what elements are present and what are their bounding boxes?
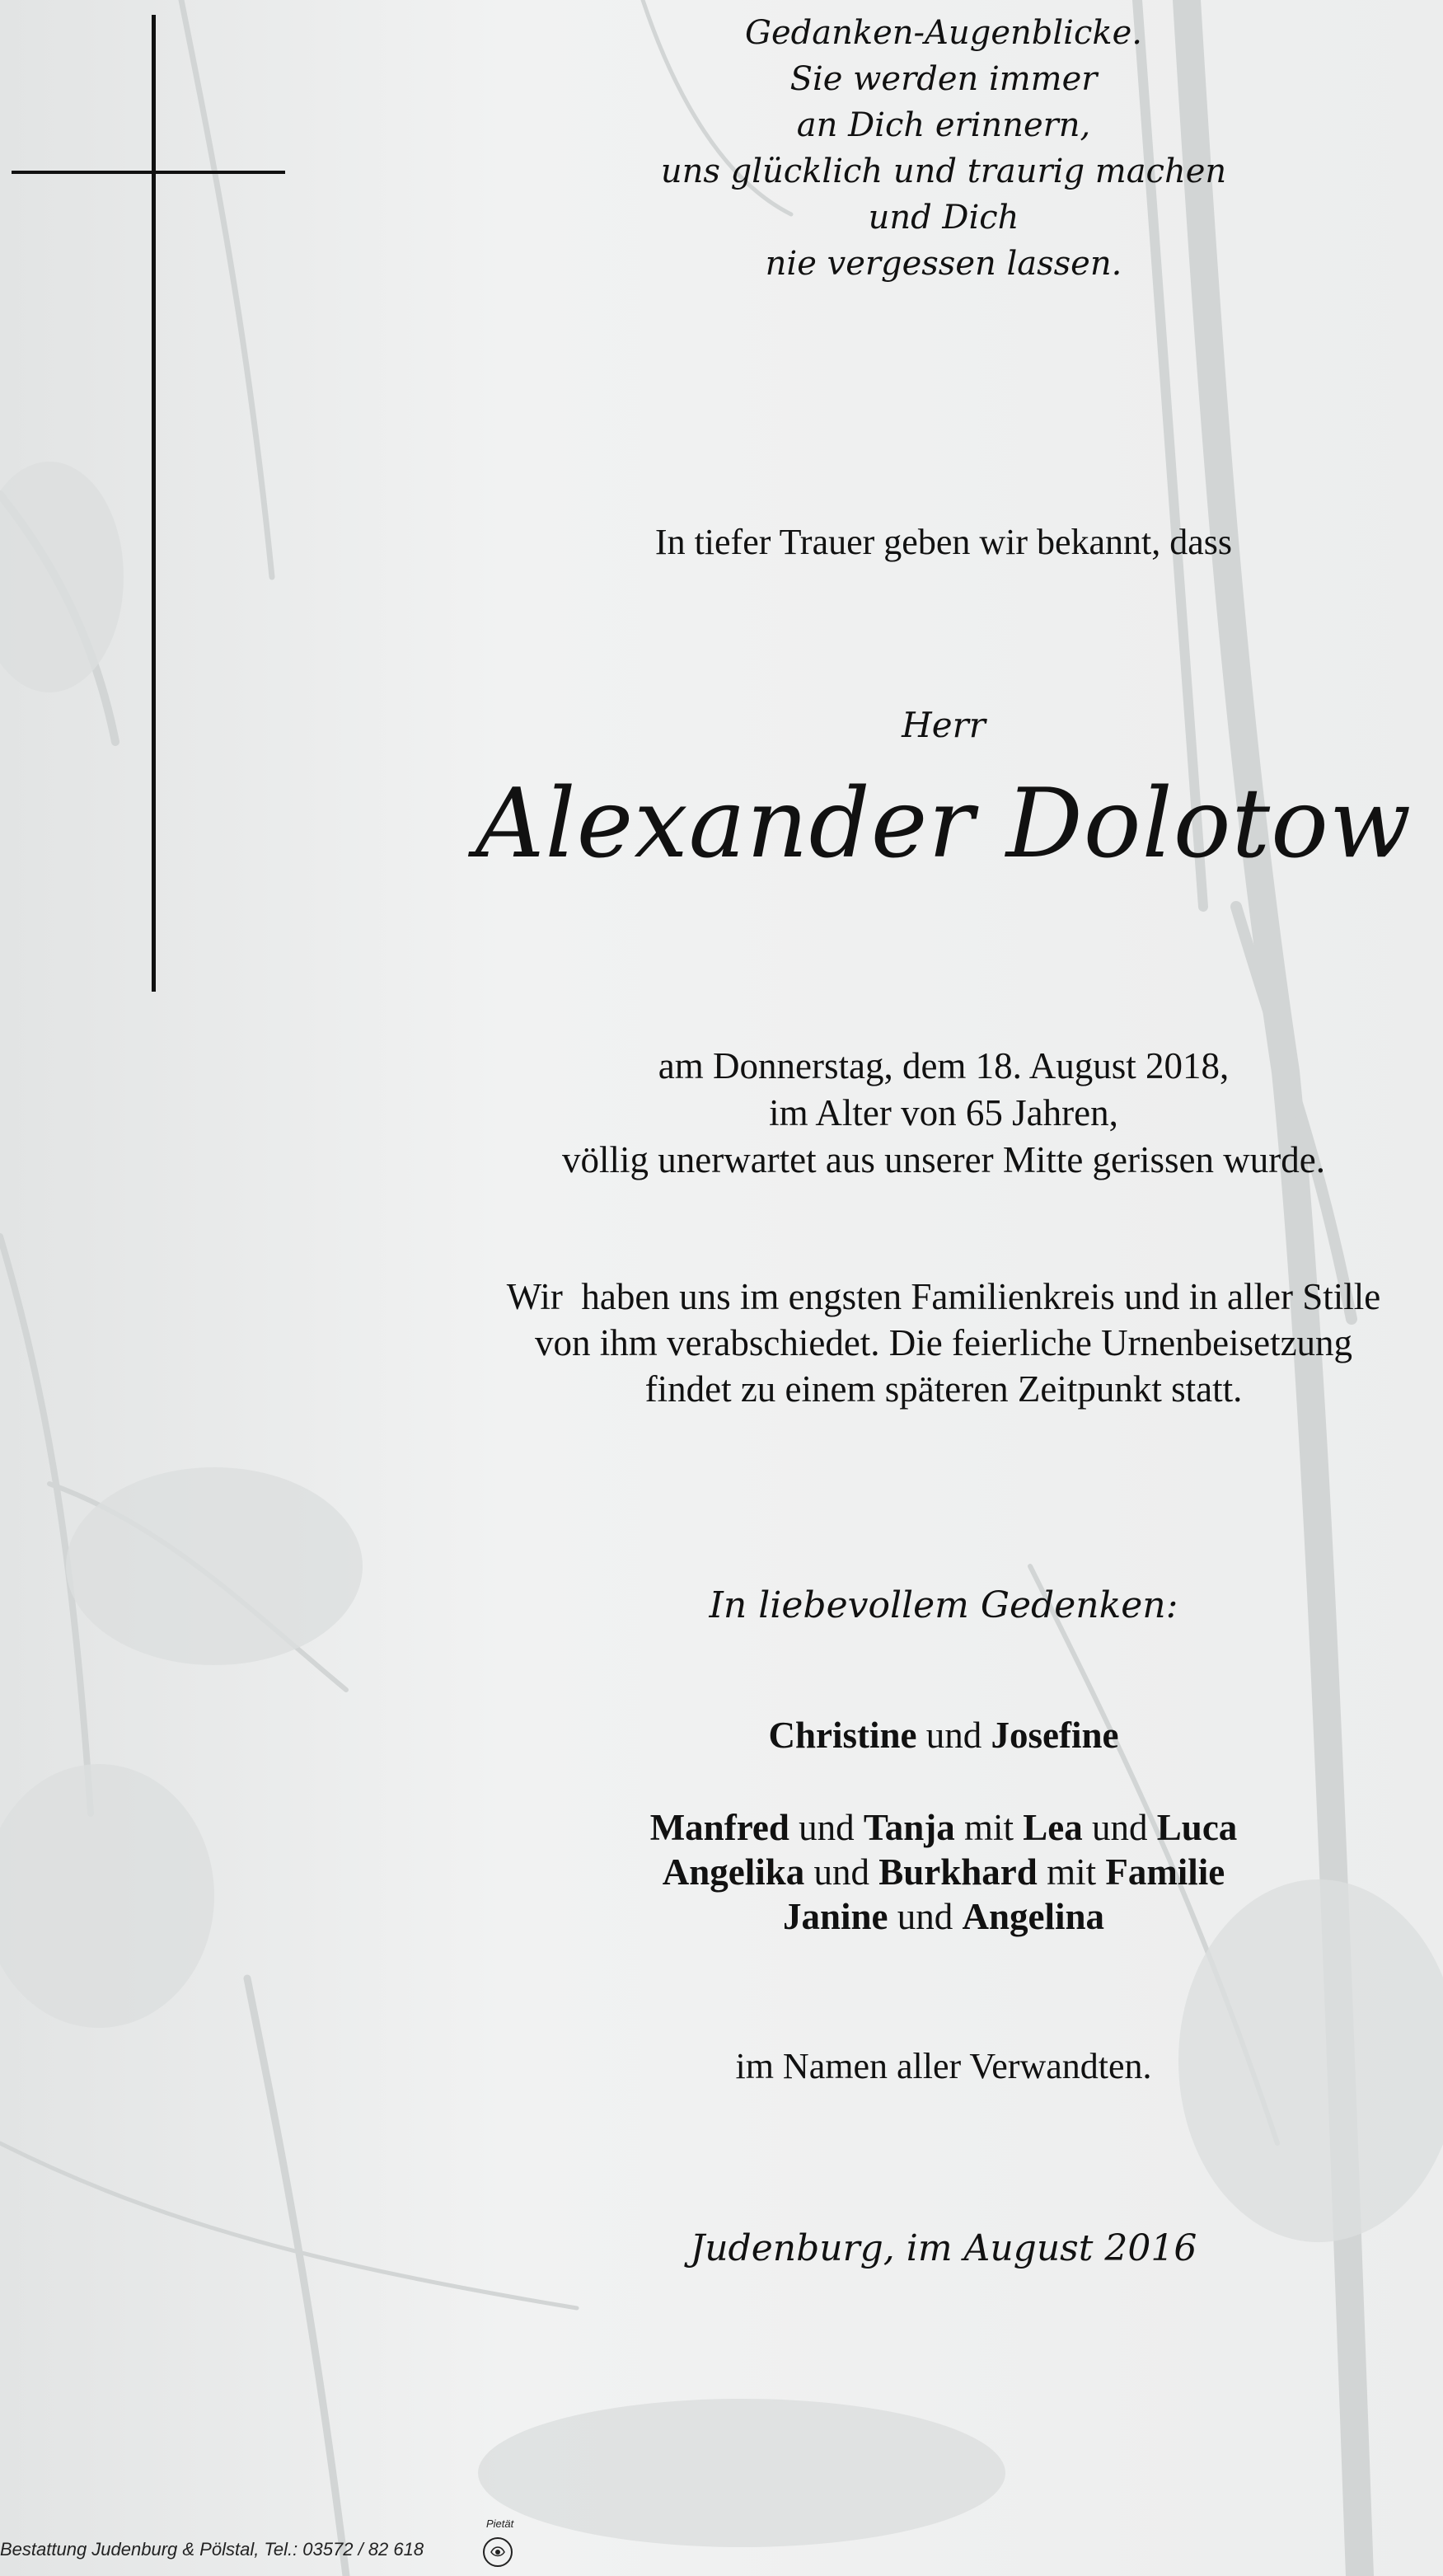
farewell-line: Wir haben uns im engsten Familienkreis und in aller Stille: [506, 1276, 1381, 1317]
connector-word: mit: [964, 1807, 1014, 1848]
mourner-name: Josefine: [991, 1715, 1119, 1756]
poem-line: uns glücklich und traurig machen: [660, 152, 1227, 190]
relatives-text: im Namen aller Verwandten.: [735, 2046, 1152, 2086]
cross-vertical-bar: [152, 15, 156, 992]
connector-word: und: [897, 1896, 953, 1937]
connector-word: mit: [1047, 1851, 1097, 1893]
poem-line: an Dich erinnern,: [796, 106, 1091, 144]
cross-horizontal-bar: [12, 171, 285, 174]
mourners-line: [445, 1894, 1442, 1939]
death-line: völlig unerwartet aus unserer Mitte gerissen wurde.: [562, 1139, 1325, 1180]
poem-line: Sie werden immer: [789, 60, 1098, 98]
memory-heading: In liebevollem Gedenken:: [709, 1584, 1178, 1626]
intro-text: In tiefer Trauer geben wir bekannt, dass: [654, 522, 1233, 562]
logo-lettering: Pietät: [486, 2517, 514, 2530]
farewell-line: findet zu einem späteren Zeitpunkt statt.: [644, 1368, 1243, 1410]
mourner-name: Burkhard: [878, 1851, 1038, 1893]
connector-word: und: [813, 1851, 869, 1893]
pietaet-logo-icon: [475, 2516, 541, 2570]
mourner-name: Christine: [768, 1715, 917, 1756]
poem-line: Gedanken-Augenblicke.: [745, 14, 1142, 52]
mourner-name: Janine: [782, 1896, 888, 1937]
farewell-line: von ihm verabschiedet. Die feierliche Urnenbeisetzung: [534, 1322, 1353, 1363]
mourner-name: Lea: [1023, 1807, 1083, 1848]
mourner-name: Angelika: [662, 1851, 805, 1893]
mourners-line: [445, 1850, 1442, 1894]
death-line: am Donnerstag, dem 18. August 2018,: [658, 1045, 1230, 1086]
salutation: Herr: [902, 705, 986, 745]
mourners-line: [445, 1713, 1442, 1757]
mourners-line: [445, 1805, 1442, 1850]
poem-line: und Dich: [868, 199, 1019, 237]
mourner-name: Familie: [1105, 1851, 1225, 1893]
connector-word: und: [925, 1715, 982, 1756]
mourner-name: Angelina: [962, 1896, 1105, 1937]
place-date: Judenburg, im August 2016: [690, 2227, 1197, 2269]
memorial-poem: [445, 10, 1442, 287]
deceased-name: Alexander Dolotow: [475, 768, 1413, 880]
death-notice: [445, 1043, 1442, 1184]
mourner-name: Tanja: [863, 1807, 955, 1848]
death-line: im Alter von 65 Jahren,: [769, 1092, 1118, 1133]
farewell-notice: [445, 1274, 1442, 1412]
mourners-group: [445, 1805, 1442, 1939]
mourner-name: Manfred: [649, 1807, 789, 1848]
poem-line: nie vergessen lassen.: [765, 245, 1122, 283]
connector-word: und: [1092, 1807, 1148, 1848]
mourner-name: Luca: [1156, 1807, 1238, 1848]
connector-word: und: [799, 1807, 855, 1848]
funeral-home-footer: Bestattung Judenburg & Pölstal, Tel.: 03572 / 82 618: [0, 2539, 424, 2560]
